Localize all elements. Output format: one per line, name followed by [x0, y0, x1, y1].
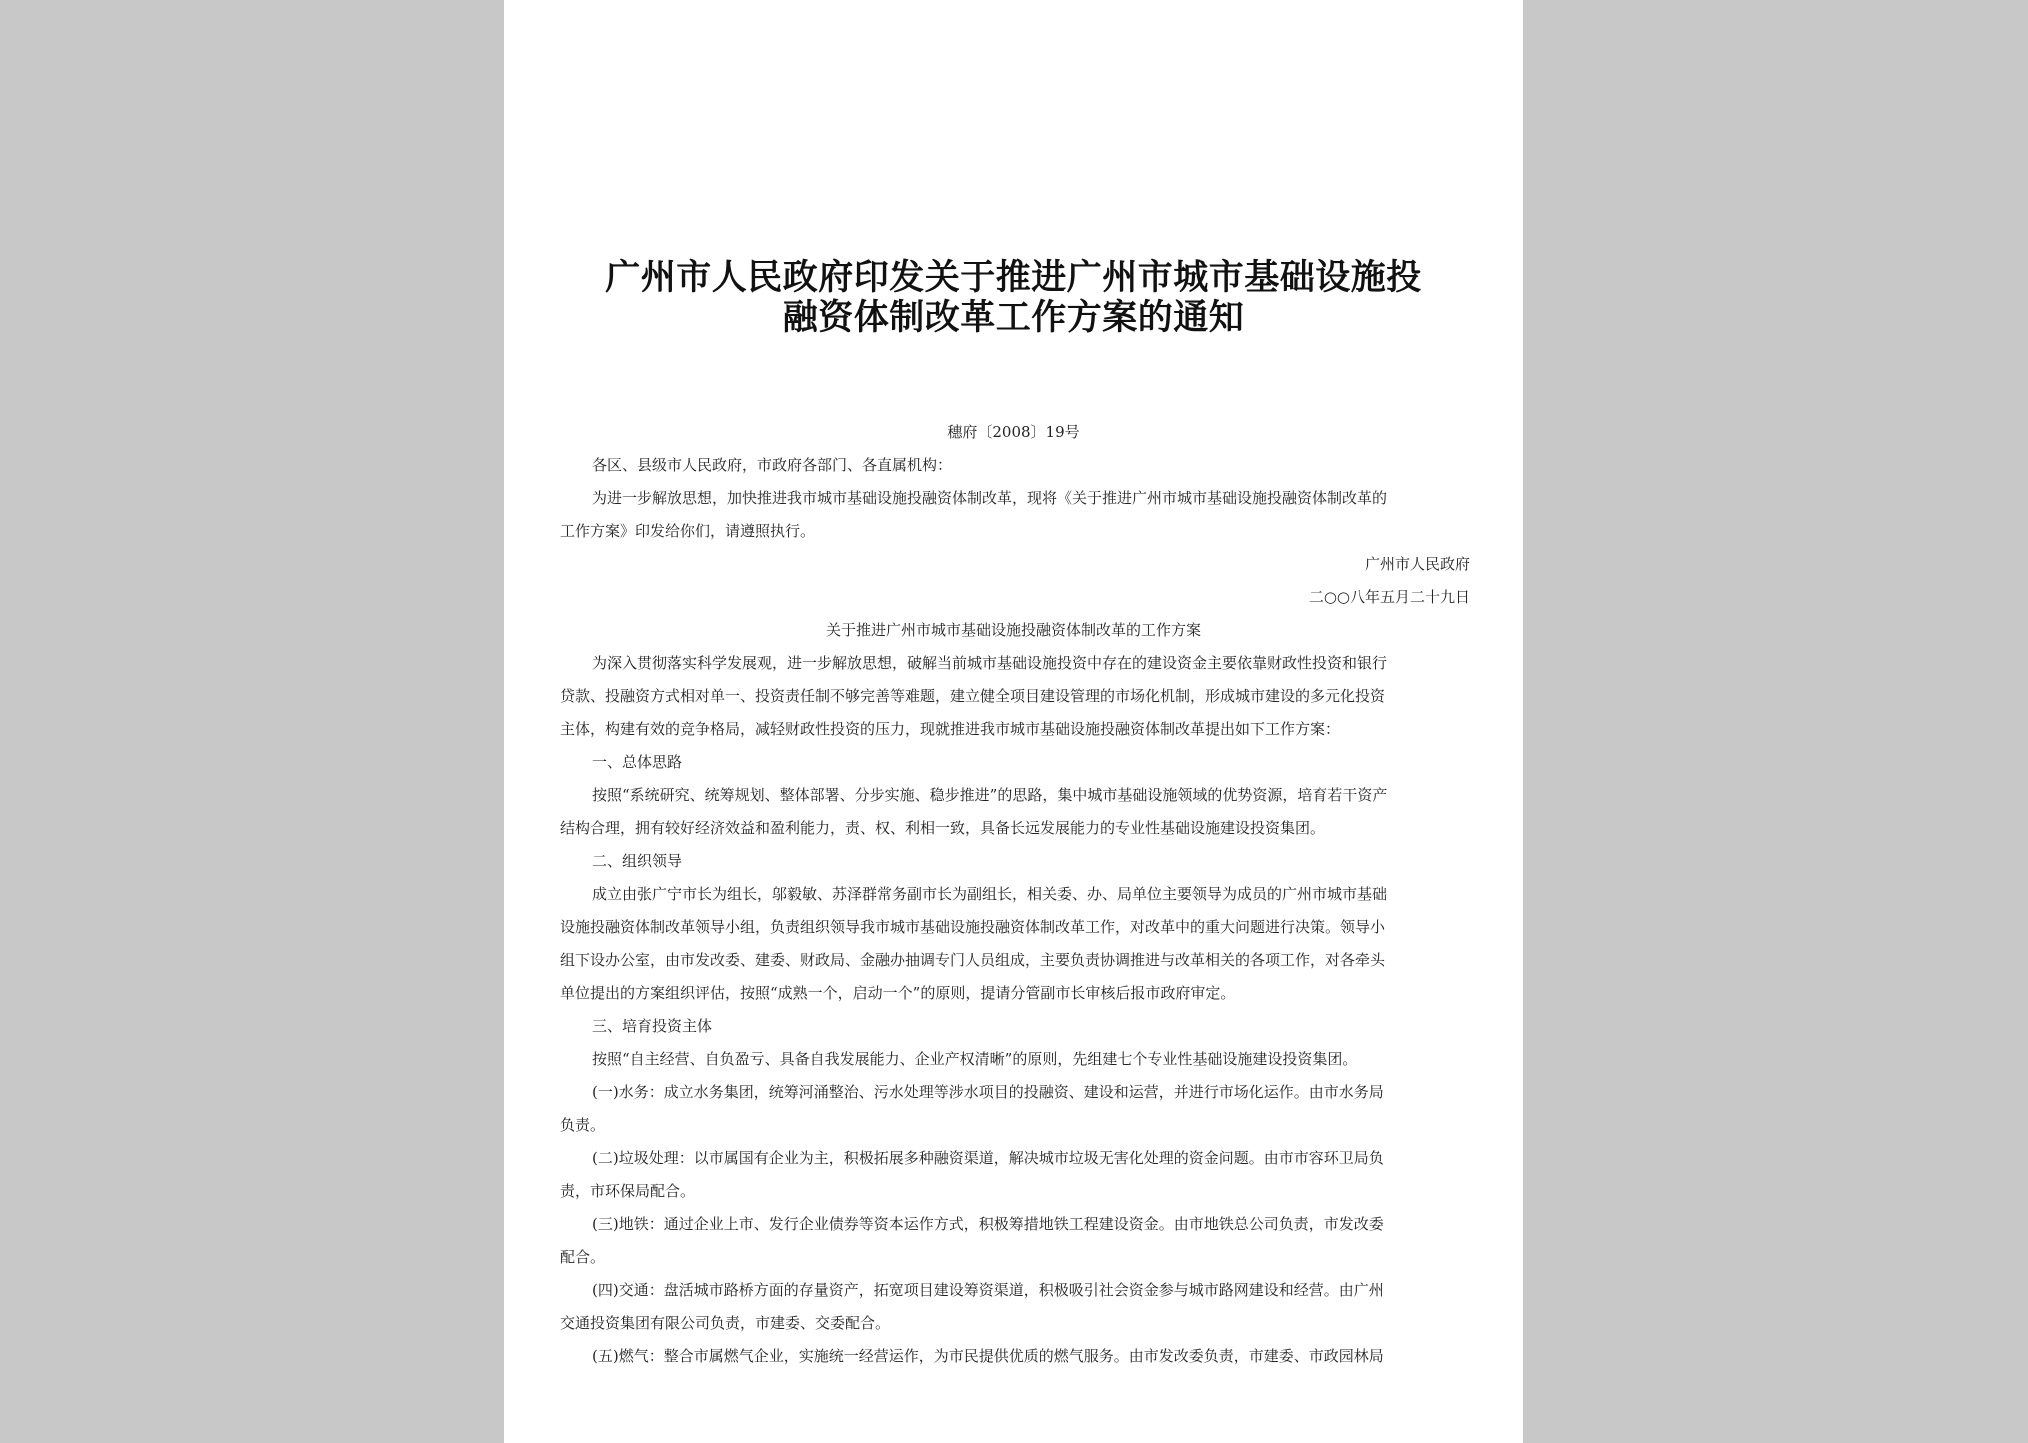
- paragraph-line: 交通投资集团有限公司负责，市建委、交委配合。: [560, 1314, 891, 1332]
- paragraph-line: 单位提出的方案组织评估，按照“成熟一个，启动一个”的原则，提请分管副市长审核后报市政府审定。: [560, 984, 1236, 1002]
- issue-date: 二○○八年五月二十九日: [1308, 588, 1470, 606]
- paragraph-line: 责，市环保局配合。: [560, 1182, 696, 1200]
- paragraph-line: 设施投融资体制改革领导小组，负责组织领导我市城市基础设施投融资体制改革工作，对改革中的重大问题进行决策。领导小: [560, 918, 1386, 936]
- paragraph-line: 主体，构建有效的竞争格局，减轻财政性投资的压力，现就推进我市城市基础设施投融资体制改革提出如下工作方案：: [560, 720, 1341, 738]
- document-page: [504, 0, 1523, 1443]
- section-heading-2: 二、组织领导: [592, 852, 683, 870]
- paragraph-line: 按照“系统研究、统筹规划、整体部署、分步实施、稳步推进”的思路，集中城市基础设施领域的优势资源，培育若干资产: [592, 786, 1388, 804]
- paragraph-line: (一)水务：成立水务集团，统筹河涌整治、污水处理等涉水项目的投融资、建设和运营，并进行市场化运作。由市水务局: [592, 1083, 1384, 1101]
- paragraph-line: 为深入贯彻落实科学发展观，进一步解放思想，破解当前城市基础设施投资中存在的建设资金主要依靠财政性投资和银行: [592, 654, 1388, 672]
- intro-line-2: 工作方案》印发给你们，请遵照执行。: [560, 522, 816, 540]
- paragraph-line: 负责。: [560, 1116, 606, 1134]
- intro-line-1: 为进一步解放思想，加快推进我市城市基础设施投融资体制改革，现将《关于推进广州市城市基础设施投融资体制改革的: [592, 489, 1388, 507]
- section-heading-1: 一、总体思路: [592, 753, 683, 771]
- salutation: 各区、县级市人民政府，市政府各部门、各直属机构：: [592, 456, 953, 474]
- paragraph-line: 结构合理，拥有较好经济效益和盈利能力，责、权、利相一致，具备长远发展能力的专业性基础设施建设投资集团。: [560, 819, 1326, 837]
- paragraph-line: (三)地铁：通过企业上市、发行企业债券等资本运作方式，积极筹措地铁工程建设资金。由市地铁总公司负责，市发改委: [592, 1215, 1384, 1233]
- paragraph-line: (四)交通：盘活城市路桥方面的存量资产，拓宽项目建设筹资渠道，积极吸引社会资金参与城市路网建设和经营。由广州: [592, 1281, 1384, 1299]
- paragraph-line: 成立由张广宁市长为组长，邬毅敏、苏泽群常务副市长为副组长，相关委、办、局单位主要领导为成员的广州市城市基础: [592, 885, 1388, 903]
- paragraph-line: 按照“自主经营、自负盈亏、具备自我发展能力、企业产权清晰”的原则，先组建七个专业性基础设施建设投资集团。: [592, 1050, 1358, 1068]
- plan-title: 关于推进广州市城市基础设施投融资体制改革的工作方案: [825, 621, 1201, 639]
- title-line-1: 广州市人民政府印发关于推进广州市城市基础设施投: [605, 258, 1422, 298]
- paragraph-line: 贷款、投融资方式相对单一、投资责任制不够完善等难题，建立健全项目建设管理的市场化机制，形成城市建设的多元化投资: [560, 687, 1386, 705]
- paragraph-line: 配合。: [560, 1248, 606, 1266]
- section-heading-3: 三、培育投资主体: [592, 1017, 713, 1035]
- document-title: [504, 258, 1523, 338]
- paragraph-line: 组下设办公室，由市发改委、建委、财政局、金融办抽调专门人员组成，主要负责协调推进与改革相关的各项工作，对各牵头: [560, 951, 1386, 969]
- paragraph-line: (二)垃圾处理：以市属国有企业为主，积极拓展多种融资渠道，解决城市垃圾无害化处理的资金问题。由市市容环卫局负: [592, 1149, 1384, 1167]
- document-number: 穗府〔2008〕19号: [947, 423, 1080, 441]
- paragraph-line: (五)燃气：整合市属燃气企业，实施统一经营运作，为市民提供优质的燃气服务。由市发改委负责，市建委、市政园林局: [592, 1347, 1384, 1365]
- title-line-2: 融资体制改革工作方案的通知: [782, 298, 1245, 338]
- signer: 广州市人民政府: [1364, 555, 1470, 573]
